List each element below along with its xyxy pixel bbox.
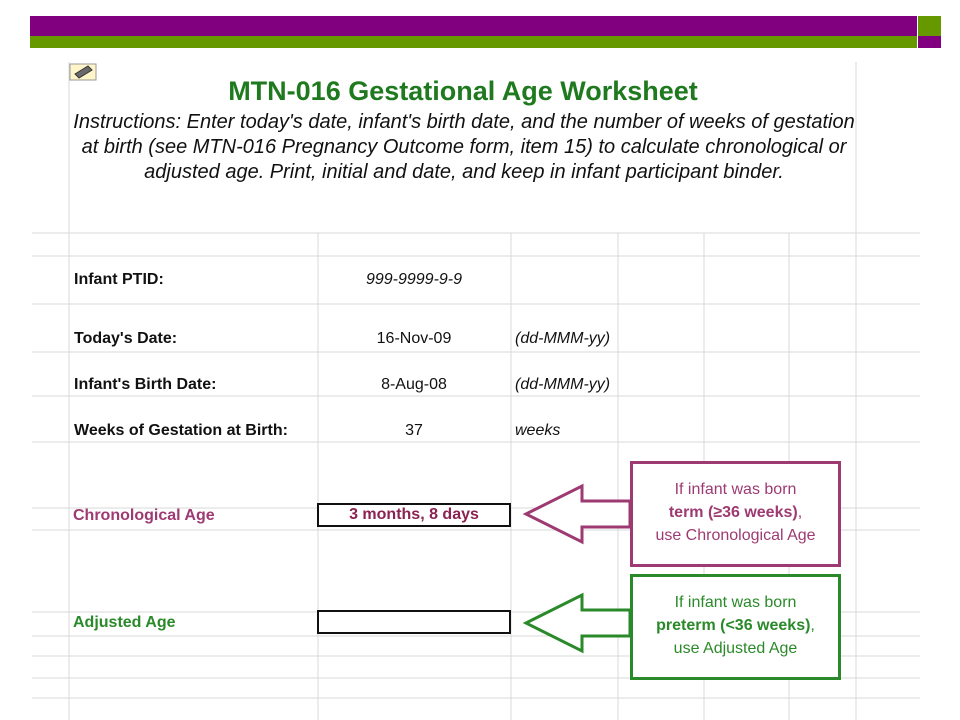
preterm-callout-line1: If infant was born [674, 594, 797, 611]
preterm-callout-line3: use Adjusted Age [673, 640, 798, 657]
term-callout [630, 461, 841, 567]
arrow-left-icon [520, 483, 632, 545]
preterm-callout-line2 [633, 614, 838, 637]
gestation-weeks-unit: weeks [515, 422, 561, 439]
arrow-left-icon [520, 592, 632, 654]
preterm-callout [630, 574, 841, 680]
instructions-text: Instructions: Enter today's date, infant's birth date, and the number of weeks of gestation at birth (see MTN-016 Pregnancy Outcome form, item 15) to calculate chronological or adjusted age. Print, initial and date, and keep in infant participant binder. [73, 111, 855, 183]
today-date-value[interactable]: 16-Nov-09 [376, 330, 452, 347]
page-title: MTN-016 Gestational Age Worksheet [228, 76, 698, 106]
term-callout-emphasis: term (≥36 weeks) [668, 504, 798, 521]
adjusted-age-label: Adjusted Age [73, 614, 176, 631]
birth-date-value[interactable]: 8-Aug-08 [381, 376, 447, 393]
ptid-label: Infant PTID: [74, 271, 164, 288]
today-date-label: Today's Date: [74, 330, 178, 347]
adjusted-age-box [317, 610, 511, 634]
term-callout-line1: If infant was born [674, 481, 797, 498]
gestation-weeks-value[interactable]: 37 [405, 422, 423, 439]
gestation-weeks-label: Weeks of Gestation at Birth: [74, 422, 288, 439]
term-callout-line3: use Chronological Age [655, 527, 816, 544]
chronological-age-label: Chronological Age [73, 507, 215, 524]
preterm-callout-emphasis: preterm (<36 weeks) [656, 617, 811, 634]
chronological-age-box [317, 503, 511, 527]
birth-date-label: Infant's Birth Date: [74, 376, 217, 393]
term-callout-comma: , [797, 504, 803, 521]
term-callout-line2 [633, 501, 838, 524]
today-date-format: (dd-MMM-yy) [515, 330, 611, 347]
chronological-age-value: 3 months, 8 days [349, 506, 479, 523]
preterm-callout-comma: , [810, 617, 815, 634]
birth-date-format: (dd-MMM-yy) [515, 376, 611, 393]
ptid-value[interactable]: 999-9999-9-9 [365, 271, 463, 288]
